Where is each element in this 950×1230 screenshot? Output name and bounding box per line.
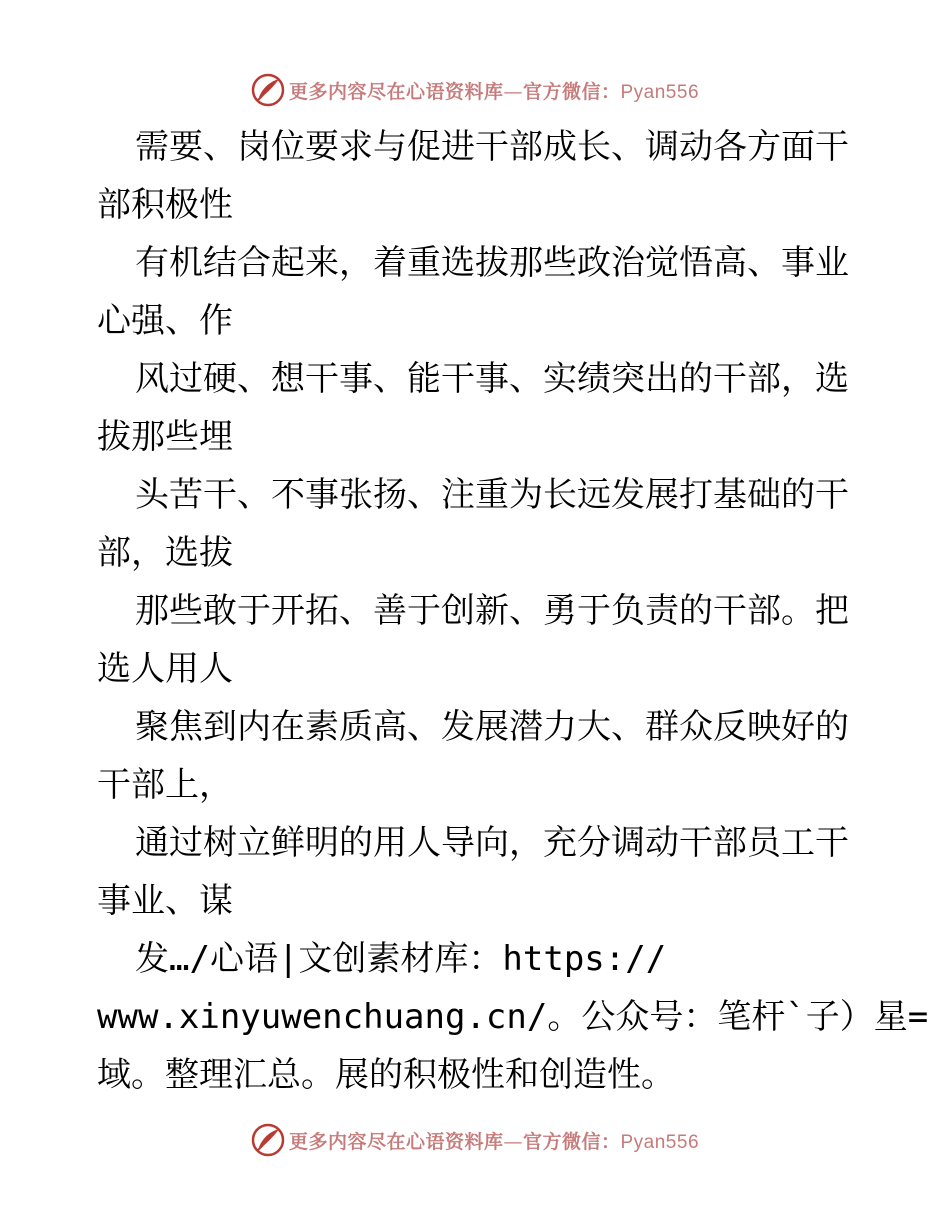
document-body — [97, 118, 929, 1104]
footer-text — [289, 1127, 699, 1154]
body-line: 选人用人 — [97, 649, 233, 689]
body-line: www.xinyuwenchuang.cn/。公众号：笔杆`子）星= — [97, 997, 929, 1037]
header-text — [289, 77, 699, 104]
body-line: 心强、作 — [97, 301, 233, 341]
header-wechat-id: Pyan556 — [620, 81, 700, 103]
body-line: 需要、岗位要求与促进干部成长、调动各方面干 — [135, 127, 849, 167]
footer-wechat-id: Pyan556 — [620, 1131, 700, 1153]
body-line: 有机结合起来，着重选拔那些政治觉悟高、事业 — [135, 243, 849, 283]
body-line: 事业、谋 — [97, 881, 233, 921]
body-line: 域。整理汇总。展的积极性和创造性。 — [97, 1055, 675, 1095]
header-brand: 更多内容尽在心语资料库 — [288, 80, 504, 103]
header-wechat-label: 官方微信： — [522, 80, 621, 103]
footer-wechat-label: 官方微信： — [522, 1130, 621, 1153]
footer-dash: — — [503, 1130, 523, 1153]
header-dash: — — [503, 80, 523, 103]
body-line: 拔那些埋 — [97, 417, 233, 457]
body-line: 干部上， — [97, 765, 233, 805]
quill-logo-icon — [251, 73, 285, 107]
footer-brand: 更多内容尽在心语资料库 — [288, 1130, 504, 1153]
body-line: 头苦干、不事张扬、注重为长远发展打基础的干 — [135, 475, 849, 515]
body-line: 发…/心语|文创素材库：https:// — [135, 939, 667, 979]
body-line: 部积极性 — [97, 185, 233, 225]
footer-banner — [0, 1120, 950, 1160]
body-line: 那些敢于开拓、善于创新、勇于负责的干部。把 — [135, 591, 849, 631]
body-line: 聚焦到内在素质高、发展潜力大、群众反映好的 — [135, 707, 849, 747]
quill-logo-icon — [251, 1123, 285, 1157]
header-banner — [0, 70, 950, 110]
body-line: 通过树立鲜明的用人导向，充分调动干部员工干 — [135, 823, 849, 863]
body-line: 风过硬、想干事、能干事、实绩突出的干部，选 — [135, 359, 849, 399]
body-line: 部，选拔 — [97, 533, 233, 573]
